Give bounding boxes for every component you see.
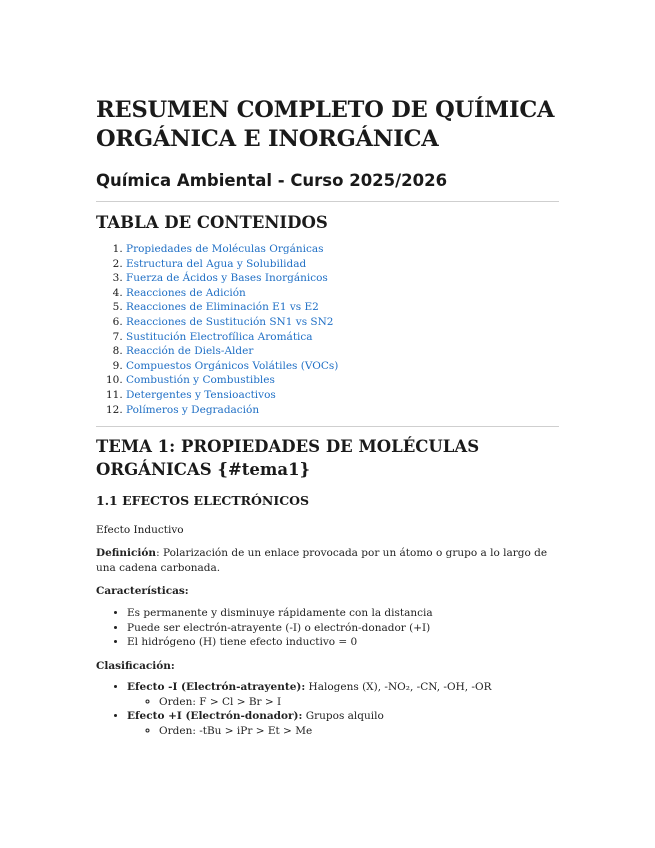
classification-list bbox=[96, 680, 559, 738]
toc-item bbox=[126, 373, 559, 388]
characteristics-label-paragraph bbox=[96, 584, 559, 599]
definition-label: Definición bbox=[96, 547, 157, 560]
effect-text: Grupos alquilo bbox=[302, 710, 384, 723]
toc-link[interactable]: Reacciones de Eliminación E1 vs E2 bbox=[126, 301, 319, 314]
toc-heading: TABLA DE CONTENIDOS bbox=[96, 213, 328, 232]
document-subtitle: Química Ambiental - Curso 2025/2026 bbox=[96, 171, 448, 190]
classification-label: Clasificación: bbox=[96, 659, 175, 672]
toc-item bbox=[126, 271, 559, 286]
tema-heading: TEMA 1: PROPIEDADES DE MOLÉCULAS ORGÁNICAS {#tema1} bbox=[96, 437, 480, 480]
toc-item bbox=[126, 242, 559, 257]
toc-link[interactable]: Reacción de Diels-Alder bbox=[126, 345, 254, 358]
divider bbox=[96, 201, 559, 202]
toc-item bbox=[126, 330, 559, 345]
effect-label: Efecto +I (Electrón-donador): bbox=[127, 710, 303, 723]
subsection-heading: Efecto Inductivo bbox=[96, 524, 184, 537]
list-item: • El hidrógeno (H) tiene efecto inductivo = 0 bbox=[127, 635, 559, 650]
toc-link[interactable]: Estructura del Agua y Solubilidad bbox=[126, 257, 307, 270]
sub-list bbox=[127, 724, 559, 739]
toc-link[interactable]: Detergentes y Tensioactivos bbox=[126, 388, 276, 401]
toc-item bbox=[126, 344, 559, 359]
sub-list bbox=[127, 695, 559, 710]
toc-item bbox=[126, 300, 559, 315]
list-item: • Es permanente y disminuye rápidamente con la distancia bbox=[127, 606, 559, 621]
toc-item bbox=[126, 403, 559, 418]
list-item: • Puede ser electrón-atrayente (-I) o electrón-donador (+I) bbox=[127, 621, 559, 636]
divider bbox=[96, 426, 559, 427]
list-item bbox=[127, 709, 559, 738]
toc-item bbox=[126, 286, 559, 301]
definition-paragraph bbox=[96, 546, 559, 575]
toc-link[interactable]: Fuerza de Ácidos y Bases Inorgánicos bbox=[126, 272, 328, 285]
classification-label-paragraph bbox=[96, 659, 559, 674]
toc-link[interactable]: Combustión y Combustibles bbox=[126, 374, 275, 387]
toc-item bbox=[126, 315, 559, 330]
sub-list-item: ◦ Orden: -tBu > iPr > Et > Me bbox=[159, 724, 559, 739]
toc-link[interactable]: Polímeros y Degradación bbox=[126, 403, 260, 416]
definition-text: : Polarización de un enlace provocada por un átomo o grupo a lo largo de una cadena carbonada. bbox=[96, 547, 548, 574]
document-title: RESUMEN COMPLETO DE QUÍMICA ORGÁNICA E INORGÁNICA bbox=[96, 97, 555, 152]
list-item bbox=[127, 680, 559, 709]
toc-link[interactable]: Propiedades de Moléculas Orgánicas bbox=[126, 243, 324, 255]
toc-item bbox=[126, 359, 559, 374]
toc-link[interactable]: Reacciones de Adición bbox=[126, 286, 246, 299]
characteristics-label: Características: bbox=[96, 585, 189, 598]
toc-link[interactable]: Compuestos Orgánicos Volátiles (VOCs) bbox=[126, 359, 339, 372]
table-of-contents bbox=[96, 242, 559, 417]
toc-item bbox=[126, 257, 559, 272]
effect-text: Halogens (X), -NO₂, -CN, -OH, -OR bbox=[305, 681, 492, 694]
section-heading: 1.1 EFECTOS ELECTRÓNICOS bbox=[96, 493, 310, 509]
sub-list-item: ◦ Orden: F > Cl > Br > I bbox=[159, 695, 559, 710]
toc-link[interactable]: Reacciones de Sustitución SN1 vs SN2 bbox=[126, 315, 334, 328]
characteristics-list bbox=[96, 606, 559, 650]
effect-label: Efecto -I (Electrón-atrayente): bbox=[127, 681, 306, 694]
toc-item bbox=[126, 388, 559, 403]
toc-link[interactable]: Sustitución Electrofílica Aromática bbox=[126, 330, 313, 343]
